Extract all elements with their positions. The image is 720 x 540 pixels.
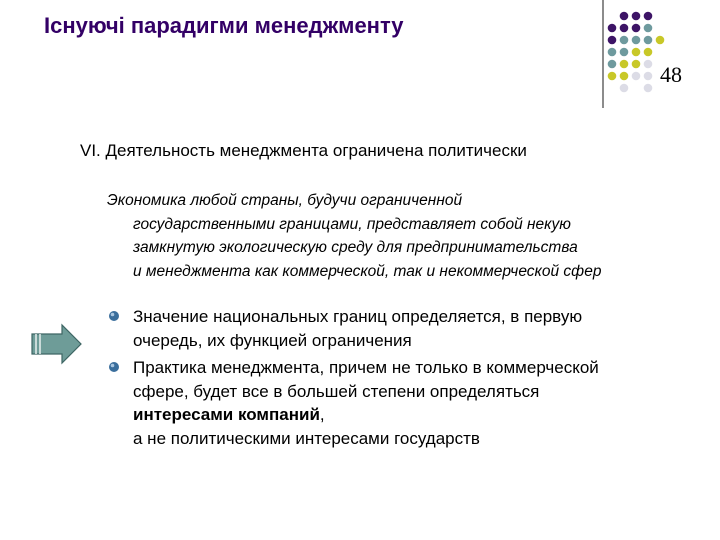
section-heading: VI. Деятельность менеджмента ограничена политически: [80, 141, 527, 160]
decor-dot: [644, 24, 653, 33]
bullet-line: а не политическими интересами государств: [133, 428, 480, 448]
italic-line: Экономика любой страны, будучи ограниченной: [107, 192, 463, 209]
decor-dot: [632, 24, 641, 33]
decor-dot: [632, 36, 641, 45]
decor-dot: [644, 84, 653, 93]
bold-phrase: интересами компаний: [133, 405, 320, 424]
decor-dot: [644, 12, 653, 21]
bullet-line: сфере, будет все в большей степени определяться: [133, 381, 540, 401]
decor-dot: [632, 60, 641, 69]
decor-dot: [644, 48, 653, 57]
decor-dot: [608, 60, 617, 69]
decor-dot: [656, 36, 665, 45]
decor-dot: [608, 72, 617, 81]
italic-paragraph: [107, 189, 687, 283]
decor-dot: [644, 60, 653, 69]
bullet-line: [133, 403, 697, 427]
slide-title: Існуючі парадигми менеджменту: [44, 13, 404, 38]
decor-dot: [620, 48, 629, 57]
bullet-icon: [107, 358, 125, 376]
italic-line: замкнутую экологическую среду для предпринимательства: [133, 239, 578, 256]
bullet-list: [107, 305, 697, 450]
right-arrow-icon: [28, 323, 84, 365]
decor-dot: [608, 36, 617, 45]
decor-dot: [620, 24, 629, 33]
decor-dot: [644, 72, 653, 81]
list-item: [107, 356, 697, 450]
bold-suffix: ,: [319, 405, 325, 424]
decor-dot: [608, 48, 617, 57]
list-item: [107, 305, 697, 352]
dot-grid-icon: [0, 0, 720, 100]
bullet-line: Практика менеджмента, причем не только в коммерческой: [133, 358, 599, 377]
decor-dot: [620, 60, 629, 69]
decor-dot: [620, 84, 629, 93]
decor-dot: [620, 72, 629, 81]
bullet-icon: [107, 307, 125, 325]
decor-dot: [632, 12, 641, 21]
decor-dot: [644, 36, 653, 45]
decor-dot: [608, 24, 617, 33]
bullet-line: очередь, их функцией ограничения: [133, 330, 412, 350]
decor-dot: [620, 12, 629, 21]
decor-dot: [620, 36, 629, 45]
italic-line: государственными границами, представляет собой некую: [133, 215, 571, 233]
decor-dot: [632, 48, 641, 57]
decor-dot: [632, 72, 641, 81]
page-number: 48: [660, 62, 682, 87]
italic-line: и менеджмента как коммерческой, так и некоммерческой сфер: [133, 262, 602, 280]
bullet-line: Значение национальных границ определяется, в первую: [133, 307, 583, 326]
